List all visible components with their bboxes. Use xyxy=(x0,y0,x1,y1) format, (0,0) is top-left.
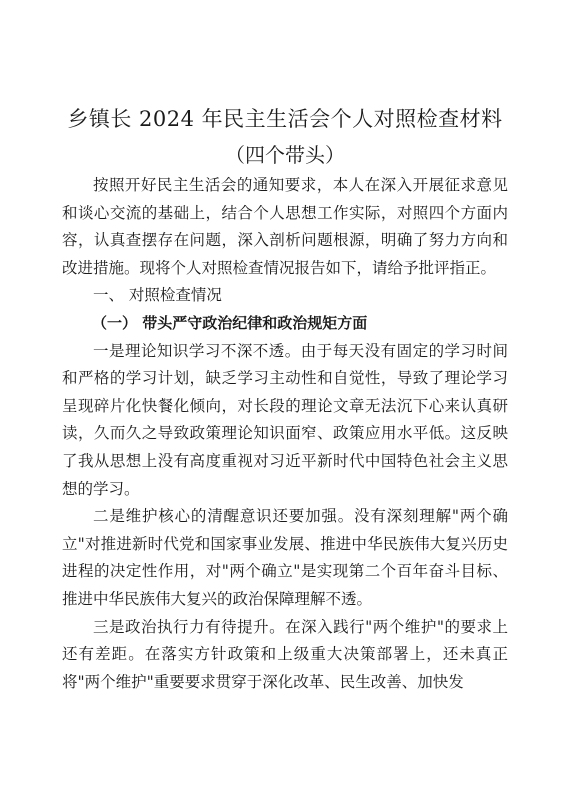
document-subtitle: （四个带头） xyxy=(225,143,345,167)
section-heading: 一、 对照检查情况 xyxy=(93,286,222,305)
document-title: 乡镇长 2024 年民主生活会个人对照检查材料 xyxy=(67,107,503,131)
body-paragraph: 一是理论知识学习不深不透。由于每天没有固定的学习时间和严格的学习计划，缺乏学习主动性和自觉性，导致了理论学习呈现碎片化快餐化倾向，对长段的理论文章无法沉下心来认真研读，久而久之导致政策理论知识面窄、政策应用水平低。这反映了我从思想上没有高度重视对习近平新时代中国特色社会主义思想的学习。 xyxy=(62,341,508,498)
body-paragraph: 三是政治执行力有待提升。在深入践行"两个维护"的要求上还有差距。在落实方针政策和上级重大决策部署上，还未真正将"两个维护"重要要求贯穿于深化改革、民生改善、加快发 xyxy=(62,617,508,691)
body-paragraph: 二是维护核心的清醒意识还要加强。没有深刻理解"两个确立"对推进新时代党和国家事业发展、推进中华民族伟大复兴历史进程的决定性作用，对"两个确立"是实现第二个百年奋斗目标、推进中华民族伟大复兴的政治保障理解不透。 xyxy=(62,507,508,608)
subsection-heading: （一） 带头严守政治纪律和政治规矩方面 xyxy=(92,313,368,332)
document-body xyxy=(62,172,508,696)
intro-paragraph: 按照开好民主生活会的通知要求，本人在深入开展征求意见和谈心交流的基础上，结合个人思想工作实际，对照四个方面内容，认真查摆存在问题，深入剖析问题根源，明确了努力方向和改进措施。现将个人对照检查情况报告如下，请给予批评指正。 xyxy=(62,176,508,277)
